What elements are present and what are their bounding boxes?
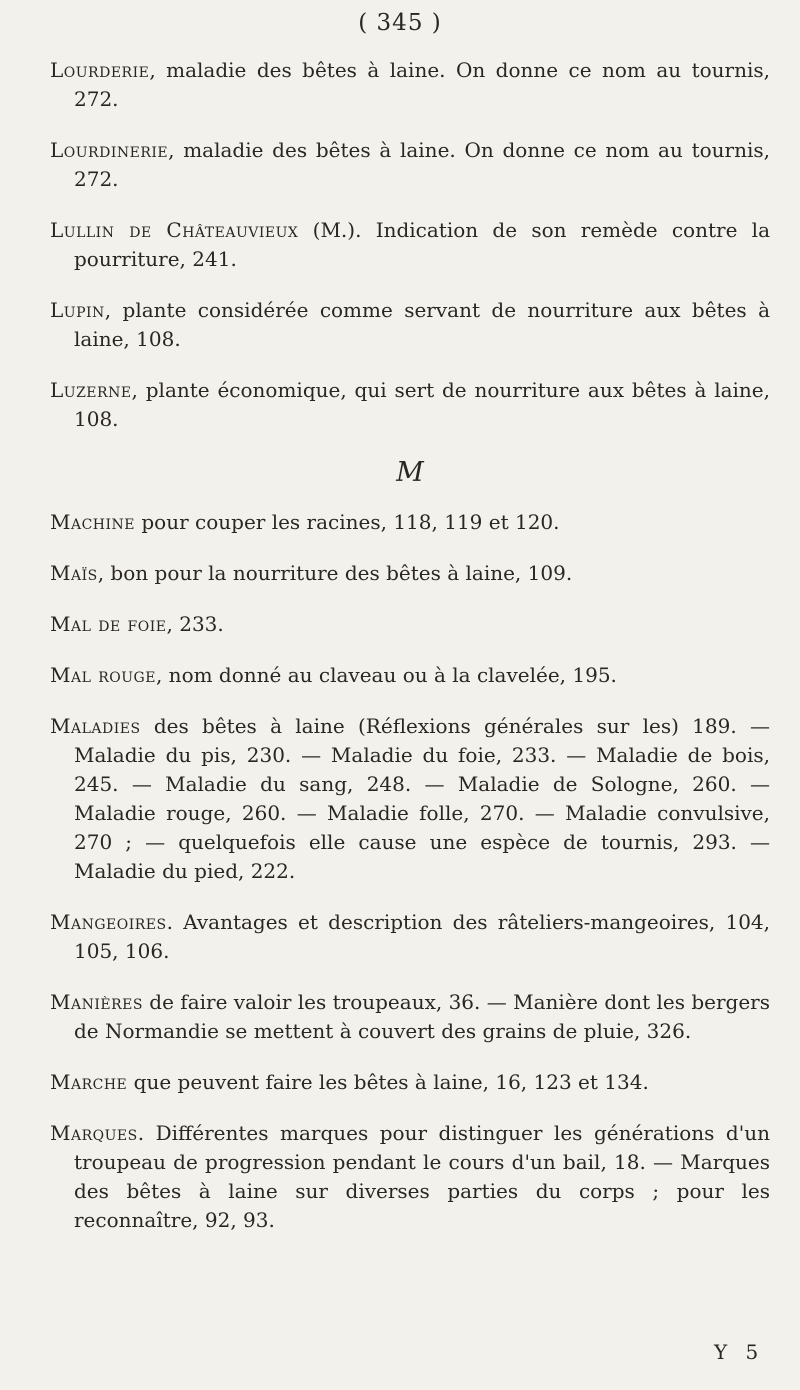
entry-text: de faire valoir les troupeaux, 36. — Manière dont les bergers de Normandie se mettent à couvert des grains de pluie, 326. [74, 990, 770, 1043]
entry-text: (M.). Indication de son remède contre la pourriture, 241. [74, 218, 770, 271]
entry-text: des bêtes à laine (Réflexions générales sur les) 189. — Maladie du pis, 230. — Maladie du foie, 233. — Maladie de bois, 245. — Maladie du sang, 248. — Maladie de Sologne, 260. — Maladie rouge, 260. — Maladie folle, 270. — Maladie convulsive, 270 ; — quelquefois elle cause une espèce de tournis, 293. — Maladie du pied, 222. [74, 714, 770, 883]
index-entry [50, 988, 770, 1046]
index-entry [50, 559, 770, 588]
entry-text: , plante considérée comme servant de nourriture aux bêtes à laine, 108. [74, 298, 770, 351]
entry-headword: Manières [50, 990, 143, 1014]
entry-text: . Différentes marques pour distinguer les générations d'un troupeau de progression pendant le cours d'un bail, 18. — Marques des bêtes à laine sur diverses parties du corps ; pour les reconnaître, 92, 93. [74, 1121, 770, 1232]
entry-headword: Luzerne [50, 378, 132, 402]
entry-headword: Mal de foie [50, 612, 167, 636]
index-entry [50, 376, 770, 434]
index-entry [50, 508, 770, 537]
entry-headword: Lullin de Châteauvieux [50, 218, 299, 242]
index-entry [50, 610, 770, 639]
entry-headword: Mal rouge [50, 663, 156, 687]
entry-headword: Machine [50, 510, 136, 534]
entries-letter-m [50, 508, 770, 1235]
entry-headword: Maïs [50, 561, 98, 585]
index-entry [50, 56, 770, 114]
entry-text: , 233. [166, 612, 224, 636]
printer-signature: Y 5 [714, 1340, 765, 1364]
entries-letter-l [50, 56, 770, 434]
page-number: ( 345 ) [358, 10, 442, 36]
index-entries [50, 56, 770, 1257]
entry-text: , plante économique, qui sert de nourriture aux bêtes à laine, 108. [74, 378, 770, 431]
index-entry [50, 712, 770, 886]
entry-headword: Marche [50, 1070, 128, 1094]
entry-text: , nom donné au claveau ou à la clavelée, 195. [155, 663, 617, 687]
entry-text: que peuvent faire les bêtes à laine, 16, 123 et 134. [127, 1070, 649, 1094]
entry-headword: Maladies [50, 714, 141, 738]
entry-headword: Lupin [50, 298, 105, 322]
index-entry [50, 661, 770, 690]
entry-text: , maladie des bêtes à laine. On donne ce nom au tournis, 272. [74, 138, 770, 191]
entry-text: , bon pour la nourriture des bêtes à laine, 109. [97, 561, 573, 585]
index-entry [50, 296, 770, 354]
entry-headword: Mangeoires [50, 910, 167, 934]
index-entry [50, 216, 770, 274]
index-entry [50, 136, 770, 194]
index-entry [50, 1068, 770, 1097]
entry-headword: Lourderie [50, 58, 150, 82]
entry-text: , maladie des bêtes à laine. On donne ce nom au tournis, 272. [74, 58, 770, 111]
entry-text: pour couper les racines, 118, 119 et 120. [135, 510, 560, 534]
entry-headword: Marques [50, 1121, 138, 1145]
index-entry [50, 908, 770, 966]
index-entry [50, 1119, 770, 1235]
entry-text: . Avantages et description des râteliers-mangeoires, 104, 105, 106. [74, 910, 770, 963]
section-letter: M [396, 457, 424, 488]
entry-headword: Lourdinerie [50, 138, 169, 162]
